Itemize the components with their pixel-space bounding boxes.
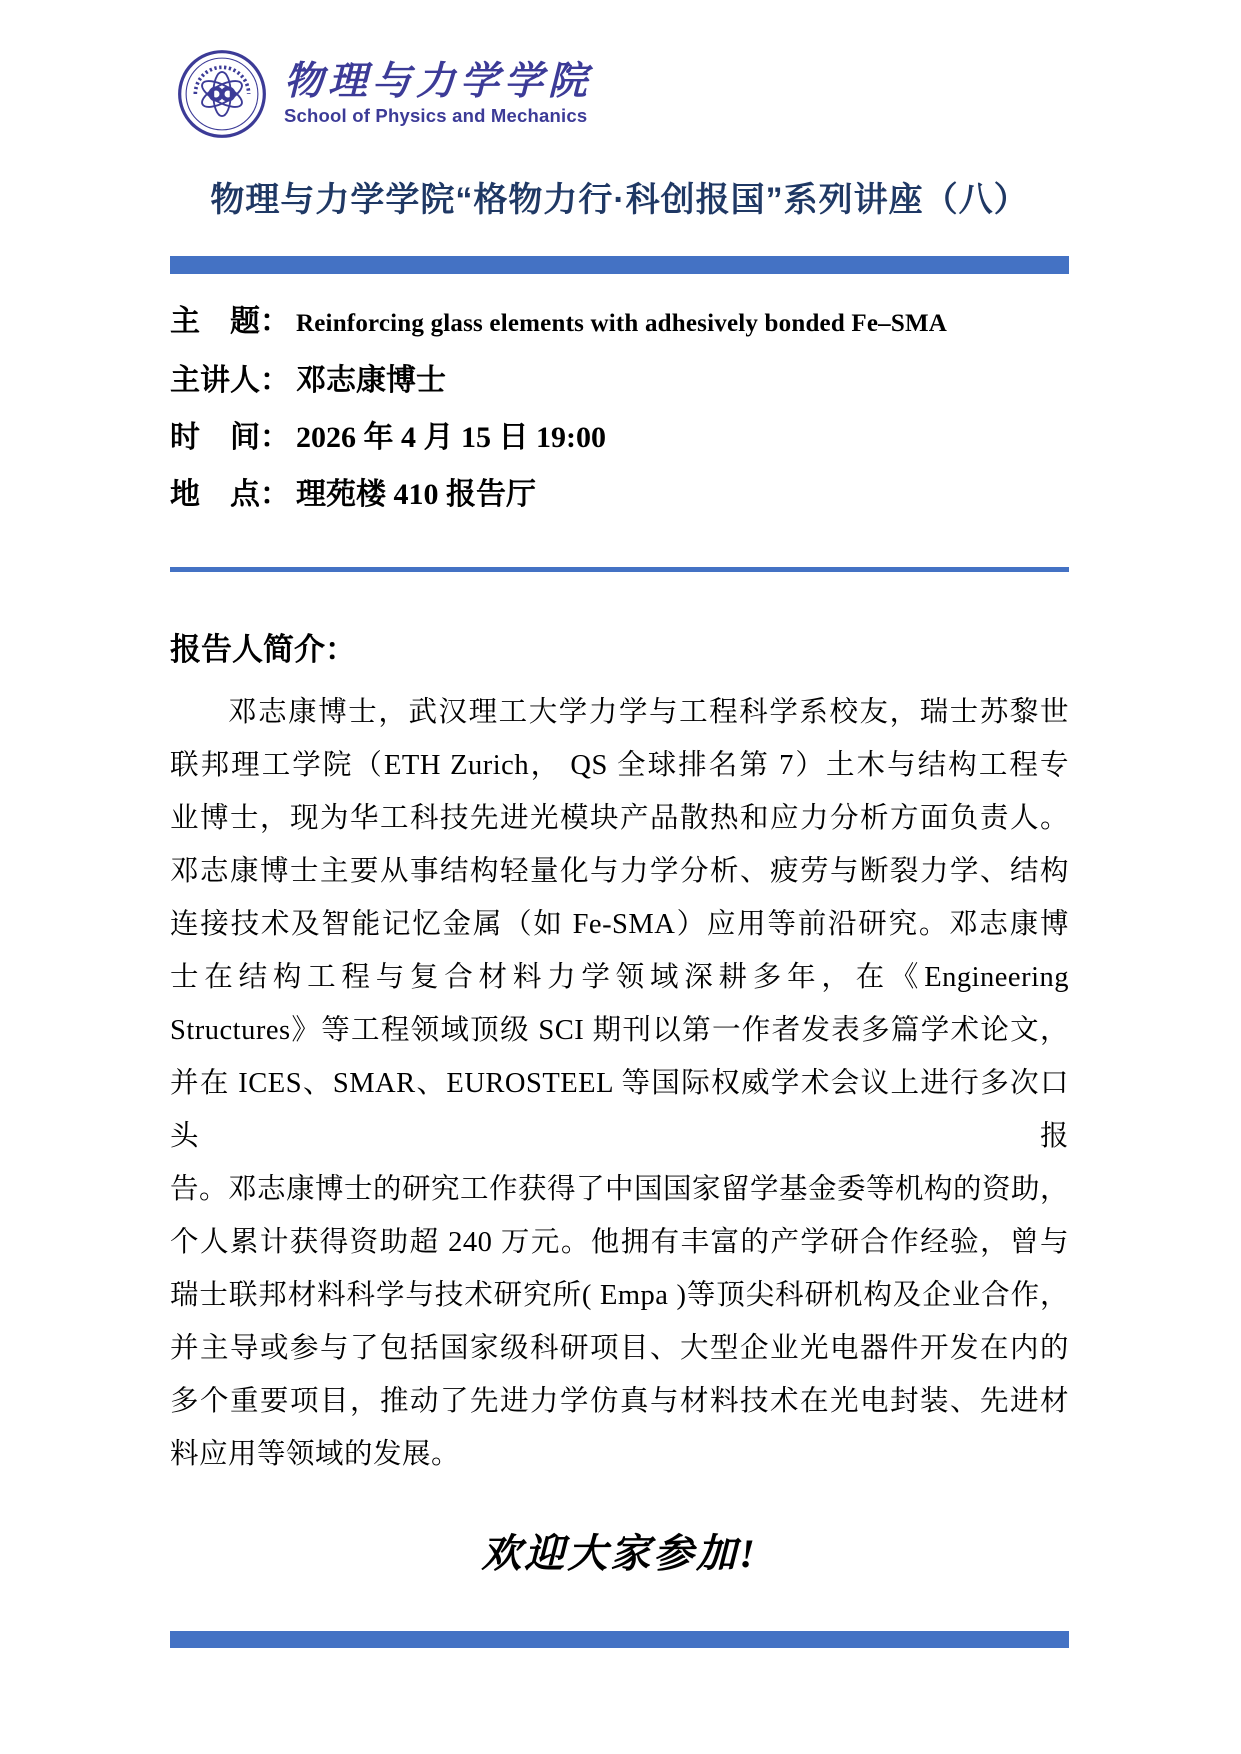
bio-line: 多个重要项目，推动了先进力学仿真与材料技术在光电封装、先进材 [170,1386,1069,1417]
bio-line: 并在 ICES、SMAR、EUROSTEEL 等国际权威学术会议上进行多次口头报 [170,1068,1069,1152]
bio-line: 业博士，现为华工科技先进光模块产品散热和应力分析方面负责人。 [170,803,1069,834]
venue-value: 理苑楼 410 报告厅 [296,478,536,511]
bio-heading: 报告人简介： [170,632,356,667]
divider-bar-top [170,256,1069,274]
speaker-label: 主讲人： [170,364,290,397]
page-title: 物理与力学学院“格物力行·科创报国”系列讲座（八） [210,181,1029,219]
speaker-value: 邓志康博士 [296,364,446,397]
divider-bar-bottom [170,1631,1069,1648]
time-row [170,416,1069,460]
venue-label: 地 点： [170,478,290,511]
welcome-message: 欢迎大家参加! [481,1531,758,1576]
bio-line: 邓志康博士，武汉理工大学力学与工程科学系校友，瑞士苏黎世 [228,697,1069,728]
bio-line: 告。邓志康博士的研究工作获得了中国国家留学基金委等机构的资助， [170,1174,1070,1205]
logo-en-name: School of Physics and Mechanics [284,105,588,127]
bio-line: Structures》等工程领域顶级 SCI 期刊以第一作者发表多篇学术论文， [170,1015,1069,1046]
bio-line: 个人累计获得资助超 240 万元。他拥有丰富的产学研合作经验，曾与 [170,1227,1069,1258]
bio-line: 瑞士联邦材料科学与技术研究所( Empa )等顶尖科研机构及企业合作， [170,1280,1069,1311]
bio-line: 邓志康博士主要从事结构轻量化与力学分析、疲劳与断裂力学、结构 [170,856,1069,887]
divider-line-middle [170,567,1069,572]
venue-row [170,473,1069,517]
topic-label: 主 题： [170,305,290,338]
bio-paragraph [170,686,1069,1481]
lecture-info [170,300,1069,517]
logo [176,46,1069,142]
topic-value: Reinforcing glass elements with adhesively bonded Fe–SMA [296,310,948,337]
speaker-row [170,359,1069,403]
bio-line: 并主导或参与了包括国家级科研项目、大型企业光电器件开发在内的 [170,1333,1069,1364]
logo-text [284,61,592,128]
bio-line: 士在结构工程与复合材料力学领域深耕多年，在《Engineering [170,962,1069,993]
bio-line: 连接技术及智能记忆金属（如 Fe-SMA）应用等前沿研究。邓志康博 [170,909,1069,940]
bio-line: 联邦理工学院（ETH Zurich， QS 全球排名第 7）土木与结构工程专 [170,750,1069,781]
topic-row [170,300,1069,346]
school-seal-icon [176,48,268,140]
time-value: 2026 年 4 月 15 日 19:00 [296,421,606,454]
logo-cn-name: 物理与力学学院 [284,59,593,103]
time-label: 时 间： [170,421,290,454]
bio-line: 料应用等领域的发展。 [170,1439,461,1470]
